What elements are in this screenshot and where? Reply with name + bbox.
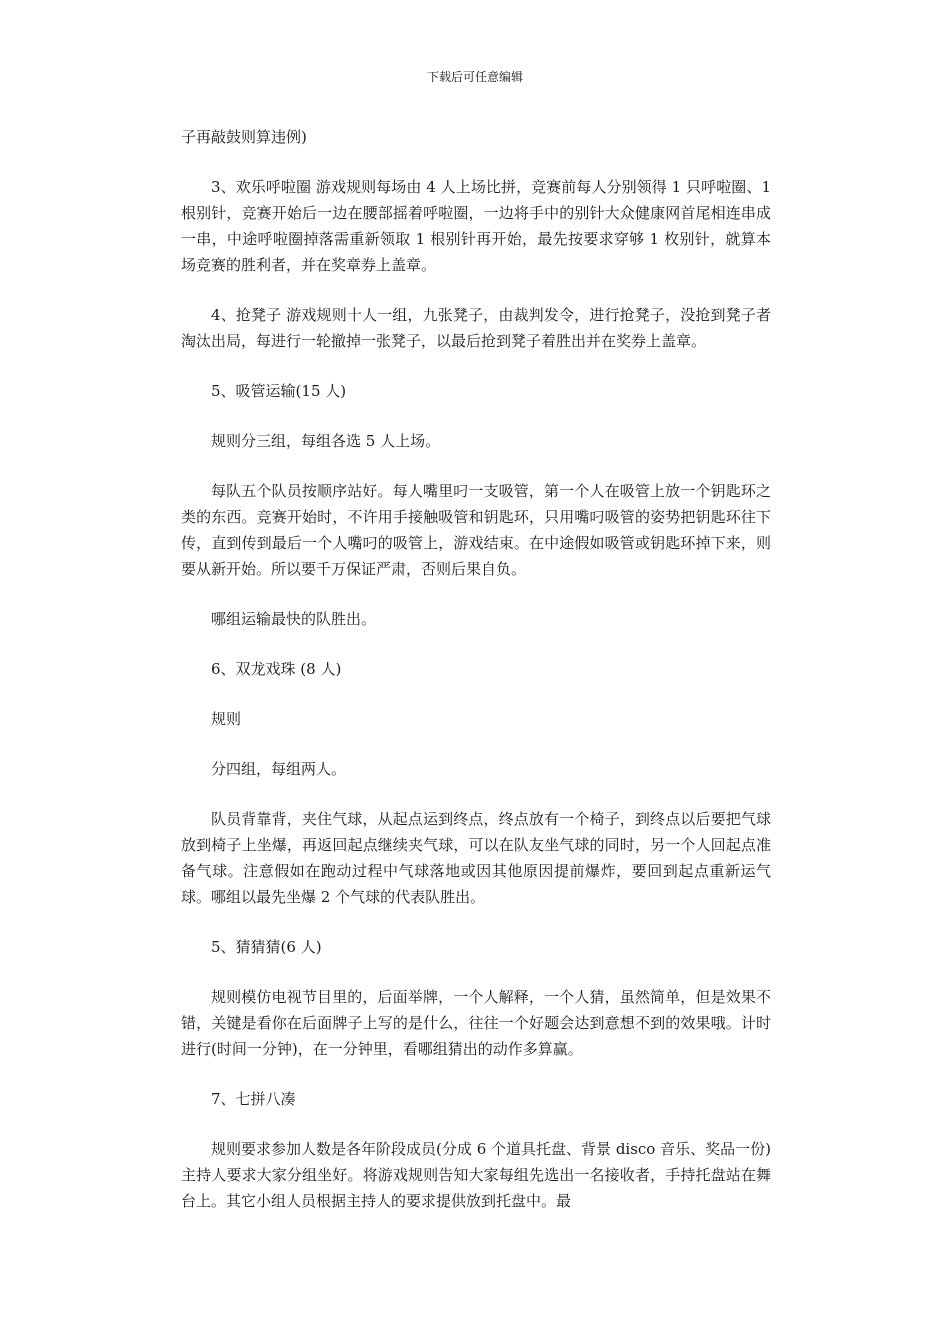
paragraph: 每队五个队员按顺序站好。每人嘴里叼一支吸管，第一个人在吸管上放一个钥匙环之类的东西。竞赛开始时，不许用手接触吸管和钥匙环，只用嘴叼吸管的姿势把钥匙环往下传，直到传到最后一个人嘴叼的吸管上，游戏结束。在中途假如吸管或钥匙环掉下来，则要从新开始。所以要千万保证严肃，否则后果自负。 bbox=[181, 482, 771, 578]
paragraph: 规则分三组，每组各选 5 人上场。 bbox=[211, 432, 441, 450]
page-header: 下载后可任意编辑 bbox=[426, 70, 523, 84]
paragraph: 队员背靠背，夹住气球，从起点运到终点，终点放有一个椅子，到终点以后要把气球放到椅子上坐爆，再返回起点继续夹气球，可以在队友坐气球的同时，另一个人回起点准备气球。注意假如在跑动过程中气球落地或因其他原因提前爆炸，要回到起点重新运气球。哪组以最先坐爆 2 个气球的代表队胜出。 bbox=[181, 810, 771, 906]
paragraph: 规则要求参加人数是各年阶段成员(分成 6 个道具托盘、背景 disco 音乐、奖品一份)主持人要求大家分组坐好。将游戏规则告知大家每组先选出一名接收者，手持托盘站在舞台上。其它小组人员根据主持人的要求提供放到托盘中。最 bbox=[181, 1140, 771, 1210]
paragraph: 3、欢乐呼啦圈 游戏规则每场由 4 人上场比拼，竞赛前每人分别领得 1 只呼啦圈、1 根别针，竞赛开始后一边在腰部摇着呼啦圈，一边将手中的别针大众健康网首尾相连串成一串，中途呼啦圈掉落需重新领取 1 根别针再开始，最先按要求穿够 1 枚别针，就算本场竞赛的胜利者，并在奖章券上盖章。 bbox=[181, 178, 771, 274]
section-heading: 5、吸管运输(15 人) bbox=[211, 382, 347, 400]
section-heading: 7、七拼八凑 bbox=[211, 1090, 296, 1108]
paragraph: 分四组，每组两人。 bbox=[211, 760, 347, 778]
document-body bbox=[181, 124, 771, 1238]
section-heading: 6、双龙戏珠 (8 人) bbox=[211, 660, 342, 678]
paragraph: 4、抢凳子 游戏规则十人一组，九张凳子，由裁判发令，进行抢凳子，没抢到凳子者淘汰出局，每进行一轮撤掉一张凳子，以最后抢到凳子着胜出并在奖券上盖章。 bbox=[181, 306, 771, 350]
paragraph: 规则 bbox=[211, 710, 242, 728]
paragraph: 规则模仿电视节目里的，后面举牌，一个人解释，一个人猜，虽然简单，但是效果不错，关键是看你在后面牌子上写的是什么，往往一个好题会达到意想不到的效果哦。计时进行(时间一分钟)，在一分钟里，看哪组猜出的动作多算赢。 bbox=[181, 988, 771, 1058]
paragraph: 哪组运输最快的队胜出。 bbox=[211, 610, 377, 628]
section-heading: 5、猜猜猜(6 人) bbox=[211, 938, 322, 956]
paragraph: 子再敲鼓则算违例) bbox=[181, 128, 307, 146]
